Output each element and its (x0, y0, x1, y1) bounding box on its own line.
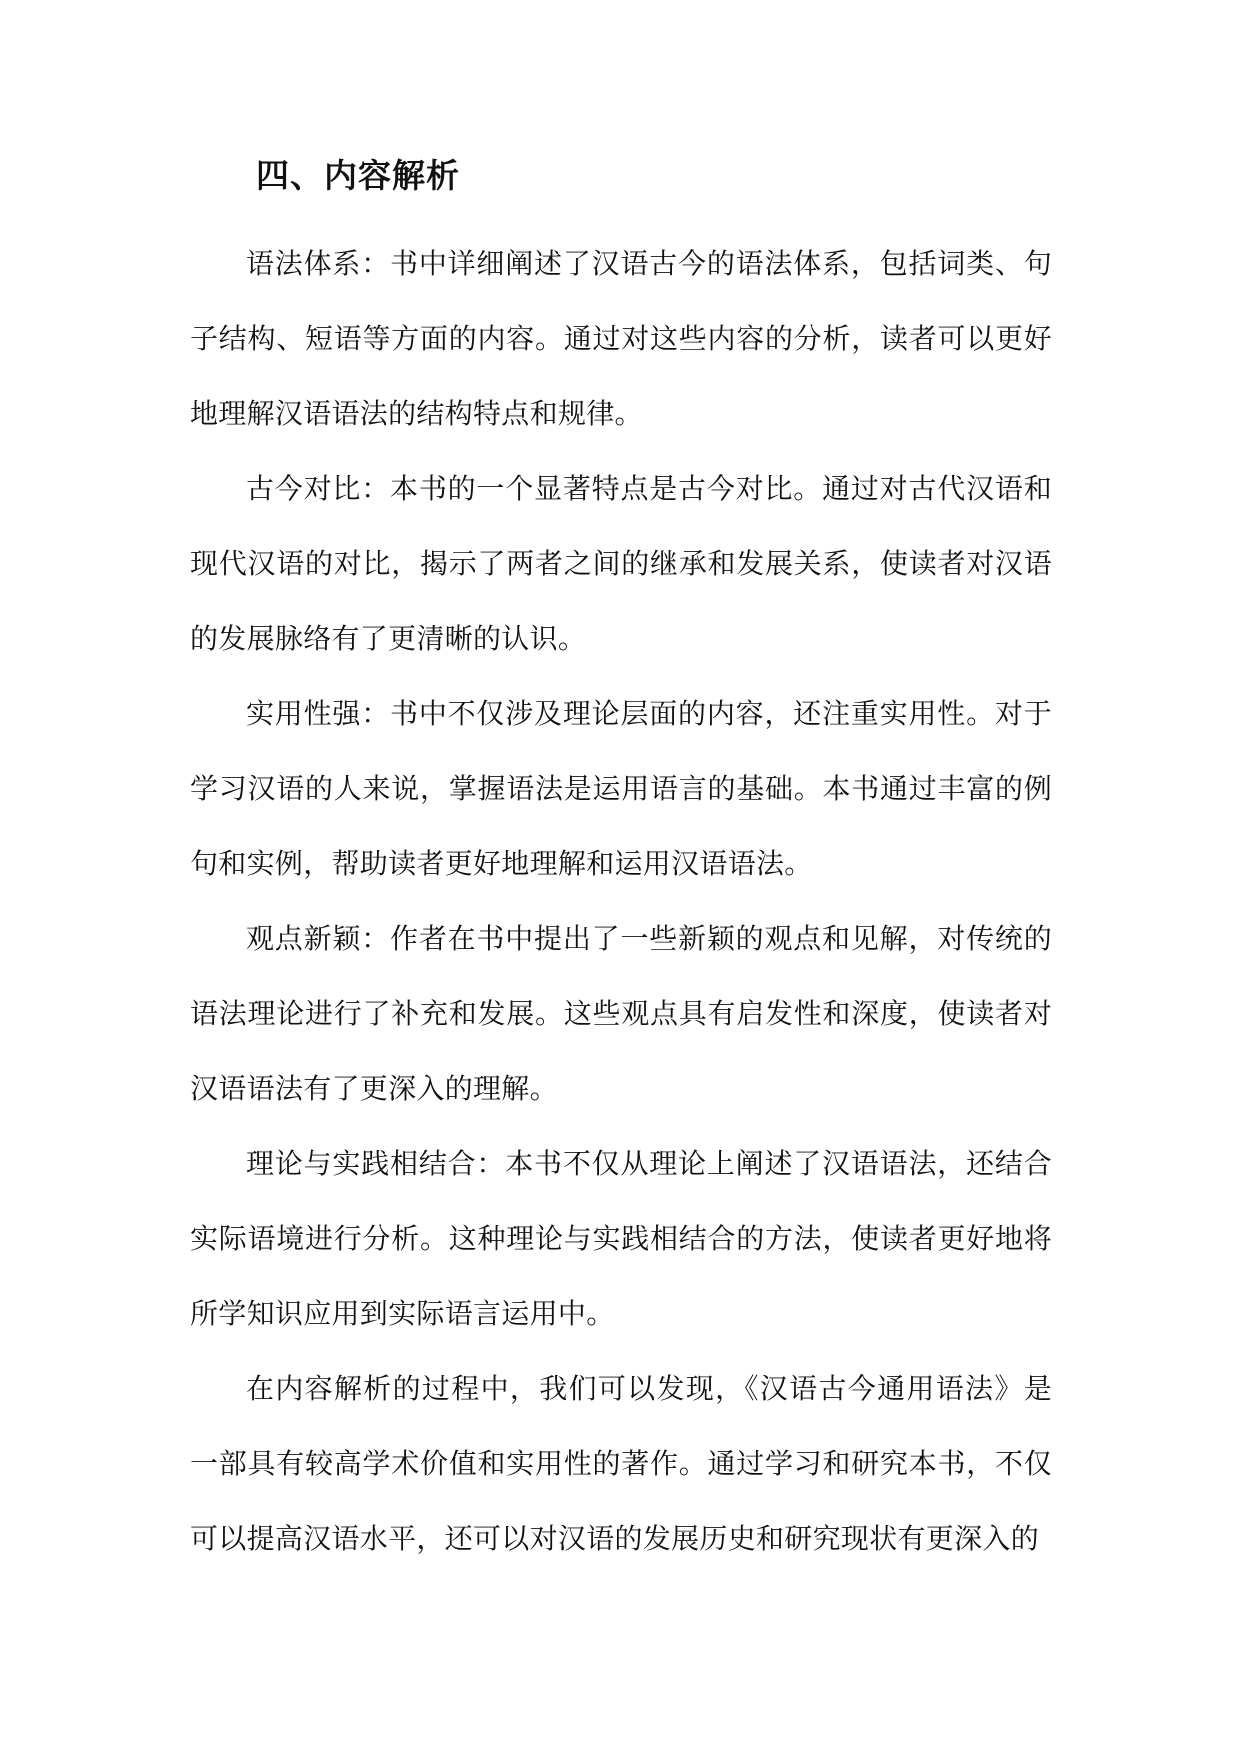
section-heading: 四、内容解析 (256, 156, 460, 195)
paragraph-novel-viewpoints: 观点新颖：作者在书中提出了一些新颖的观点和见解，对传统的语法理论进行了补充和发展。这些观点具有启发性和深度，使读者对汉语语法有了更深入的理解。 (190, 922, 1052, 1105)
paragraph-ancient-modern-comparison: 古今对比：本书的一个显著特点是古今对比。通过对古代汉语和现代汉语的对比，揭示了两者之间的继承和发展关系，使读者对汉语的发展脉络有了更清晰的认识。 (190, 472, 1052, 655)
paragraph-summary: 在内容解析的过程中，我们可以发现，《汉语古今通用语法》是一部具有较高学术价值和实用性的著作。通过学习和研究本书，不仅可以提高汉语水平，还可以对汉语的发展历史和研究现状有更深入的 (190, 1372, 1052, 1555)
document-body (190, 146, 1052, 1576)
paragraph-theory-practice: 理论与实践相结合：本书不仅从理论上阐述了汉语语法，还结合实际语境进行分析。这种理论与实践相结合的方法，使读者更好地将所学知识应用到实际语言运用中。 (190, 1147, 1052, 1330)
heading-spacer (190, 206, 1052, 226)
paragraph-grammar-system: 语法体系：书中详细阐述了汉语古今的语法体系，包括词类、句子结构、短语等方面的内容。通过对这些内容的分析，读者可以更好地理解汉语语法的结构特点和规律。 (190, 247, 1052, 430)
paragraph-practicality: 实用性强：书中不仅涉及理论层面的内容，还注重实用性。对于学习汉语的人来说，掌握语法是运用语言的基础。本书通过丰富的例句和实例，帮助读者更好地理解和运用汉语语法。 (190, 697, 1052, 880)
